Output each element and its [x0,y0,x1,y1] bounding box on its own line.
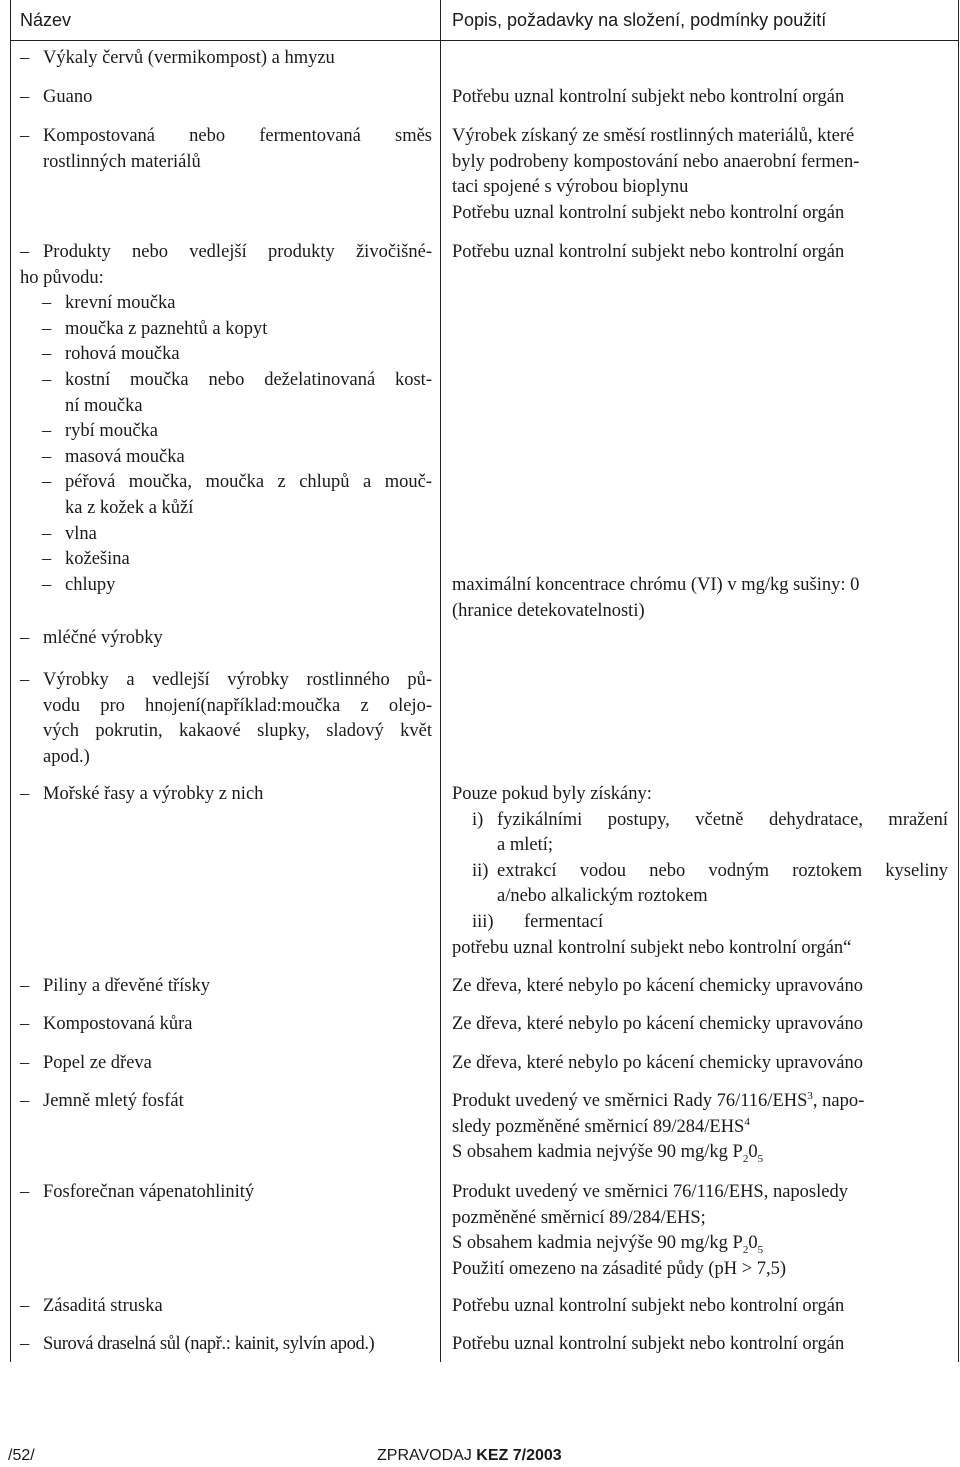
list-item: – krevní moučka [42,293,176,314]
row-struska-name: – Zásaditá struska [20,1296,163,1316]
dash-marker: – [20,48,30,68]
list-item: – kožešina [42,549,130,570]
row-popel-desc: Ze dřeva, které nebylo po kácení chemicky upravováno [452,1053,863,1073]
row-fosfat-desc: Produkt uvedený ve směrnici Rady 76/116/EHS$^3$, napo- sledy pozměněné směrnicí 89/284/EHS$^4$ S obsahem kadmia nejvýše 90 mg/kg $P_20_5$ [452,1090,865,1166]
row-struska-desc: Potřebu uznal kontrolní subjekt nebo kontrolní orgán [452,1296,845,1316]
row-draselna-desc: Potřebu uznal kontrolní subjekt nebo kontrolní orgán [452,1334,845,1354]
row-kura-desc: Ze dřeva, které nebylo po kácení chemicky upravováno [452,1014,863,1034]
list-item: – rybí moučka [42,421,158,442]
row-guano-name: – Guano [20,87,93,107]
row-piliny-desc: Ze dřeva, které nebylo po kácení chemicky upravováno [452,976,863,996]
row-popel-name: – Popel ze dřeva [20,1053,152,1073]
row-rostlinne-name: – Výrobky a vedlejší výrobky rostlinného pů- vodu pro hnojení(například:moučka z olejo- vých pokrutin, kakaové slupky, sladový květ apod.) [20,670,432,767]
row-guano-desc: Potřebu uznal kontrolní subjekt nebo kontrolní orgán [452,87,845,107]
list-item: – kostní moučka nebo deželatinovaná kost- [42,369,432,390]
list-item: – masová moučka [42,446,185,467]
table-right-border [958,0,959,1362]
page-number: /52/ [8,1447,35,1464]
column-divider [440,0,441,1362]
row-kura-name: – Kompostovaná kůra [20,1014,193,1034]
list-item: – vlna [42,523,97,544]
row-zivocisne-desc: Potřebu uznal kontrolní subjekt nebo kontrolní orgán [452,242,845,262]
header-rule [10,40,958,41]
row-zivocisne-name: – Produkty nebo vedlejší produkty živočišné- ho původu: – krevní moučka – moučka z paznehtů a kopyt – rohová moučka – kostní moučka nebo deželatinovaná kost- ní moučka – rybí moučka – masová moučka – péřová moučka, moučka z chlupů a mouč- ka z kožek a kůží – vlna – kožešina – chlupy [20,240,432,598]
row-kompost-desc: Výrobek získaný ze směsí rostlinných materiálů, které byly podrobeny kompostování nebo anaerobní fermen- taci spojené s výrobou bioplynu Potřebu uznal kontrolní subjekt nebo kontrolní orgán [452,126,860,223]
row-mlecne-name: – mléčné výrobky [20,628,163,648]
row-rasy-desc: Pouze pokud byly získány: i) fyzikálními postupy, včetně dehydratace, mražení a mletí; ii) extrakcí vodou nebo vodným roztokem kyseliny a/nebo alkalickým roztokem iii) fermentací potřebu uznal kontrolní subjekt nebo kontrolní orgán“ [452,784,948,958]
list-item: – chlupy [42,574,116,595]
row-fosfat-name: – Jemně mletý fosfát [20,1091,184,1111]
row-rasy-name: – Mořské řasy a výrobky z nich [20,784,264,804]
row-fosforecnan-name: – Fosforečnan vápenatohlinitý [20,1182,255,1202]
row-piliny-name: – Piliny a dřevěné třísky [20,976,210,996]
column-header-description: Popis, požadavky na složení, podmínky použití [452,10,827,30]
journal-name: ZPRAVODAJ KEZ 7/2003 [377,1447,562,1464]
row-kompost-name: – Kompostovaná nebo fermentovaná směs rostlinných materiálů [20,126,432,172]
list-item: – rohová moučka [42,344,180,365]
table-left-border [10,0,11,1362]
row-chlupy-desc: maximální koncentrace chrómu (VI) v mg/kg sušiny: 0 (hranice detekovatelnosti) [452,575,860,621]
row-fosforecnan-desc: Produkt uvedený ve směrnici 76/116/EHS, naposledy pozměněné směrnicí 89/284/EHS; S obsahem kadmia nejvýše 90 mg/kg $P_20_5$ Použití omezeno na zásadité půdy (pH > 7,5) [452,1182,848,1279]
list-item: – moučka z paznehtů a kopyt [42,318,268,339]
column-header-name: Název [20,10,72,30]
list-item: – péřová moučka, moučka z chlupů a mouč- [42,472,432,493]
row-vykaly-name: – Výkaly červů (vermikompost) a hmyzu [20,46,432,72]
row-draselna-name: – Surová draselná sůl (např.: kainit, sylvín apod.) [20,1334,375,1354]
